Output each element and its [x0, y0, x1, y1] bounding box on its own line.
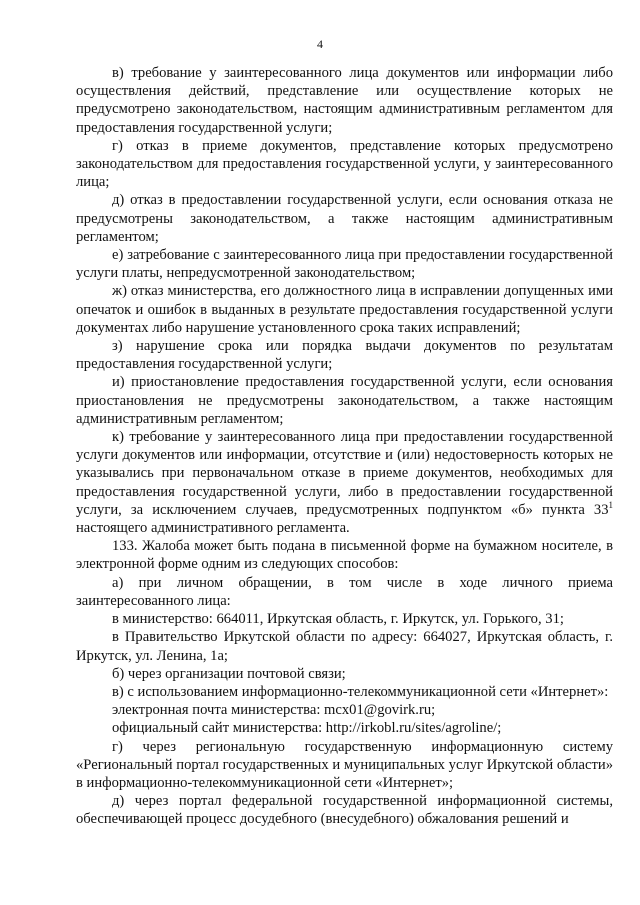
ministry-address: в министерство: 664011, Иркутская область, г. Иркутск, ул. Горького, 31; — [112, 611, 564, 628]
item-d: д) отказ в предоставлении государственной услуги, если основания отказа не предусмотрены законодательством, а также настоящим административным регламентом; — [76, 192, 613, 245]
item-g: г) отказ в приеме документов, представление которых предусмотрено законодательством для предоставления государственной услуги, у заинтересованного лица; — [76, 137, 613, 191]
item-v: в) требование у заинтересованного лица документов или информации либо осуществления действий, представление или осуществление которых не предусмотрено законодательством, настоящим административным регламентом для предоставления государственной услуги; — [76, 65, 613, 136]
ministry-website: официальный сайт министерства: http://irkobl.ru/sites/agroline/; — [112, 720, 502, 737]
item-e: е) затребование с заинтересованного лица при предоставлении государственной услуги платы, непредусмотренной законодательством; — [76, 247, 613, 282]
way-v: в) с использованием информационно-телекоммуникационной сети «Интернет»: — [112, 683, 609, 700]
item-k-tail: настоящего административного регламента. — [76, 520, 350, 537]
ministry-email: электронная почта министерства: mcx01@govirk.ru; — [112, 702, 436, 719]
item-k-text: к) требование у заинтересованного лица при предоставлении государственной услуги документов или информации, отсутствие и (или) недостоверность которых не указывались при первоначальном отказе в приеме документов, необходимых для предоставления государственной услуги, либо в предоставлении государственной услуги, за исключением случаев, предусмотренных подпунктом «б» пункта 33 — [76, 429, 613, 518]
document-body — [76, 64, 613, 829]
clause-133: 133. Жалоба может быть подана в письменной форме на бумажном носителе, в электронной форме одним из следующих способов: — [76, 538, 613, 573]
way-b: б) через организации почтовой связи; — [112, 665, 346, 682]
government-address: в Правительство Иркутской области по адресу: 664027, Иркутская область, г. Иркутск, ул. Ленина, 1а; — [76, 629, 613, 664]
footnote-superscript: 1 — [608, 500, 613, 511]
page-number: 4 — [317, 37, 323, 51]
item-z: з) нарушение срока или порядка выдачи документов по результатам предоставления государственной услуги; — [76, 338, 613, 373]
way-a: а) при личном обращении, в том числе в ходе личного приема заинтересованного лица: — [76, 574, 613, 609]
item-k — [76, 428, 613, 537]
item-zh: ж) отказ министерства, его должностного лица в исправлении допущенных ими опечаток и ошибок в выданных в результате предоставления государственной услуги документах либо нарушение установленного срока таких исправлений; — [76, 283, 613, 336]
way-d: д) через портал федеральной государственной информационной системы, обеспечивающей процесс досудебного (внесудебного) обжалования решений и — [76, 793, 613, 828]
item-i: и) приостановление предоставления государственной услуги, если основания приостановления не предусмотрены законодательством, а также настоящим административным регламентом; — [76, 374, 613, 427]
way-g: г) через региональную государственную информационную систему «Региональный портал государственных и муниципальных услуг Иркутской области» в информационно-телекоммуникационной сети «Интернет»; — [76, 738, 613, 791]
